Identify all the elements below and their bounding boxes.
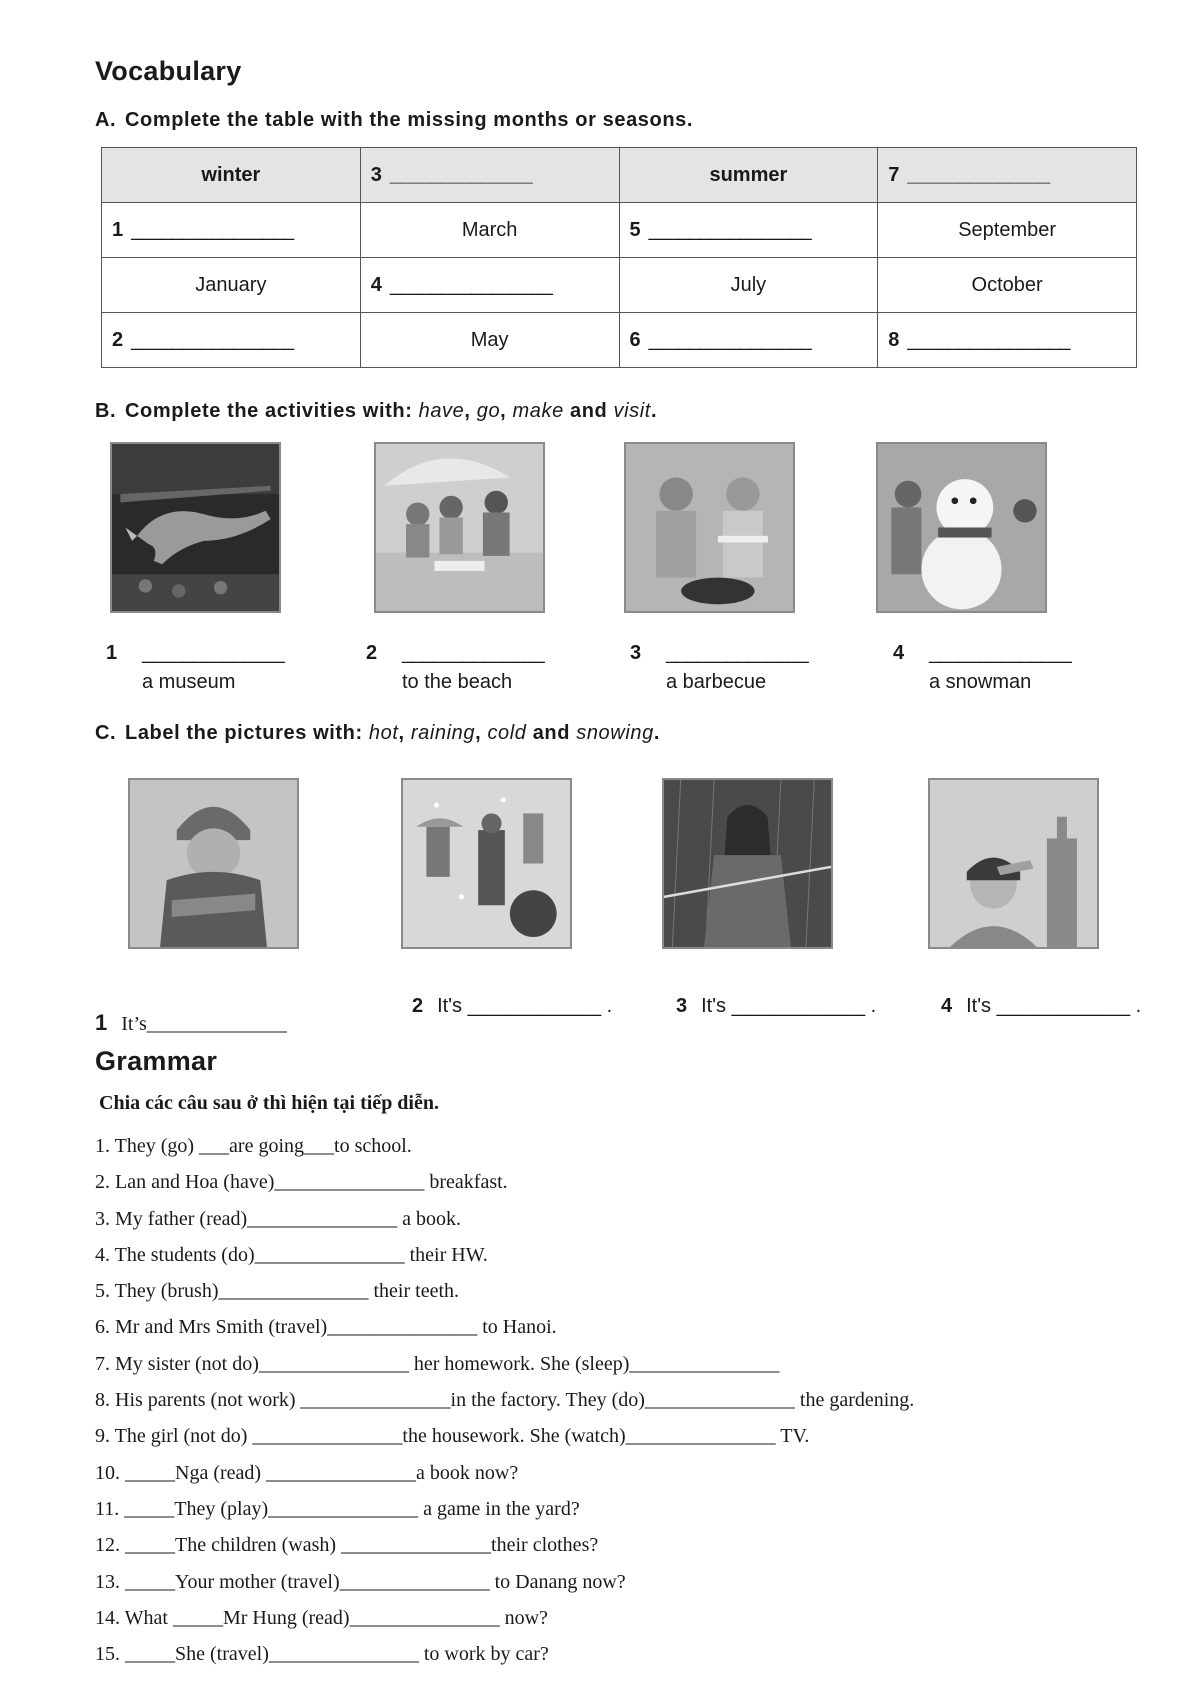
section-a-instruction: Complete the table with the missing months or seasons. [125,109,694,131]
weather-number: 4 [941,995,953,1017]
cell-blank[interactable]: ________________ [131,328,294,351]
activity-item-1 [106,642,284,694]
activity-caption: a museum [142,671,236,693]
table-cell: summer [619,148,878,203]
weather-number: 3 [676,995,688,1017]
activity-caption: to the beach [402,671,513,693]
grammar-instruction: Chia các câu sau ở thì hiện tại tiếp diễn. [99,1092,439,1114]
word-and: and [532,722,571,744]
table-cell[interactable] [878,148,1137,203]
table-cell[interactable] [102,203,361,258]
cell-number: 3 [370,163,382,186]
grammar-sentence[interactable]: 12. _____The children (wash) _______________their clothes? [95,1534,599,1557]
weather-answer[interactable]: It's ____________ . [701,995,877,1017]
cell-number: 4 [370,273,382,296]
grammar-sentence[interactable]: 15. _____She (travel)_______________ to work by car? [95,1643,549,1666]
word-snowing: snowing [576,722,654,744]
grammar-sentence[interactable]: 8. His parents (not work) _______________in the factory. They (do)_______________ the gardening. [95,1389,915,1412]
grammar-sentence[interactable]: 7. My sister (not do)_______________ her homework. She (sleep)_______________ [95,1352,780,1375]
table-cell[interactable] [360,148,619,203]
table-row [102,148,1137,203]
table-cell: October [878,258,1137,313]
table-row [102,313,1137,368]
table-cell: March [360,203,619,258]
word-have: have [418,400,465,422]
word-raining: raining [410,722,476,744]
activity-item-3 [630,642,808,694]
word-cold: cold [487,722,527,744]
table-cell[interactable] [619,203,878,258]
weather-number: 2 [412,995,424,1017]
table-cell[interactable] [102,313,361,368]
grammar-sentence[interactable]: 13. _____Your mother (travel)_______________ to Danang now? [95,1570,626,1593]
activity-caption: a snowman [929,671,1032,693]
table-cell: January [102,258,361,313]
table-row [102,258,1137,313]
grammar-sentence[interactable]: 2. Lan and Hoa (have)_______________ breakfast. [95,1171,508,1194]
cell-number: 2 [112,328,124,351]
table-cell[interactable] [878,313,1137,368]
weather-answer[interactable]: It's ____________ . [966,995,1142,1017]
activity-blank[interactable]: ______________ [402,642,544,664]
weather-item-3 [676,995,876,1018]
word-and: and [569,400,608,422]
cell-blank[interactable]: ________________ [389,273,552,296]
activity-item-2 [366,642,544,694]
grammar-sentence[interactable]: 6. Mr and Mrs Smith (travel)_______________ to Hanoi. [95,1316,557,1339]
word-make: make [512,400,564,422]
section-c-letter: C. [95,722,117,744]
cell-number: 1 [112,218,124,241]
grammar-sentence[interactable]: 1. They (go) ___are going___to school. [95,1135,412,1157]
seasons-table [101,147,1137,368]
table-row [102,203,1137,258]
weather-number: 1 [95,1010,108,1035]
word-hot: hot [368,722,399,744]
weather-item-2 [412,995,612,1018]
activity-number: 4 [893,642,905,664]
section-a-letter: A. [95,109,117,131]
grammar-exercise-list [95,1128,914,1672]
activity-blank[interactable]: ______________ [929,642,1071,664]
grammar-sentence[interactable]: 3. My father (read)_______________ a book. [95,1207,462,1230]
hot-woman-image [928,778,1099,949]
grammar-title: Grammar [95,1046,218,1076]
word-visit: visit [613,400,651,422]
section-b-letter: B. [95,400,117,422]
snowstorm-image [401,778,572,949]
cell-blank[interactable]: ________________ [907,328,1070,351]
activity-number: 2 [366,642,378,664]
table-cell: May [360,313,619,368]
section-c-heading: C. Label the pictures with: hot, raining, cold and snowing. [95,722,660,744]
cell-number: 8 [888,328,900,351]
cell-number: 5 [629,218,641,241]
activity-number: 1 [106,642,118,664]
cell-blank[interactable]: ________________ [131,218,294,241]
activity-blank[interactable]: ______________ [666,642,808,664]
weather-answer[interactable]: It's ____________ . [437,995,613,1017]
grammar-sentence[interactable]: 9. The girl (not do) _______________the housework. She (watch)_______________ TV. [95,1425,810,1448]
activity-caption: a barbecue [666,671,767,693]
grammar-sentence[interactable]: 5. They (brush)_______________ their teeth. [95,1280,460,1303]
cell-blank[interactable]: ________________ [648,328,811,351]
section-b-heading: B. Complete the activities with: have, go, make and visit. [95,400,658,422]
cell-number: 6 [629,328,641,351]
table-cell[interactable] [360,258,619,313]
snowman-image [876,442,1047,613]
weather-item-1 [95,1010,287,1036]
cold-woman-image [128,778,299,949]
cell-blank[interactable]: ______________ [389,163,532,186]
table-cell: July [619,258,878,313]
barbecue-girls-image [624,442,795,613]
activity-item-4 [893,642,1071,694]
word-go: go [476,400,501,422]
table-cell: September [878,203,1137,258]
activity-number: 3 [630,642,642,664]
grammar-sentence[interactable]: 4. The students (do)_______________ their HW. [95,1243,488,1266]
section-a-heading [95,109,693,132]
activity-blank[interactable]: ______________ [142,642,284,664]
table-cell[interactable] [619,313,878,368]
museum-dinosaur-image [110,442,281,613]
weather-item-4 [941,995,1141,1018]
vocabulary-title: Vocabulary [95,56,242,86]
section-b-lead: Complete the activities with: [125,400,419,422]
cell-number: 7 [888,163,900,186]
grammar-sentence[interactable]: 14. What _____Mr Hung (read)_______________ now? [95,1606,548,1629]
section-c-lead: Label the pictures with: [125,722,369,744]
rain-girl-image [662,778,833,949]
cell-blank[interactable]: ______________ [907,163,1050,186]
table-cell: winter [102,148,361,203]
beach-picnic-image [374,442,545,613]
weather-answer[interactable]: It’s______________ [121,1013,287,1035]
cell-blank[interactable]: ________________ [648,218,811,241]
grammar-sentence[interactable]: 10. _____Nga (read) _______________a book now? [95,1461,519,1484]
grammar-sentence[interactable]: 11. _____They (play)_______________ a game in the yard? [95,1497,580,1520]
